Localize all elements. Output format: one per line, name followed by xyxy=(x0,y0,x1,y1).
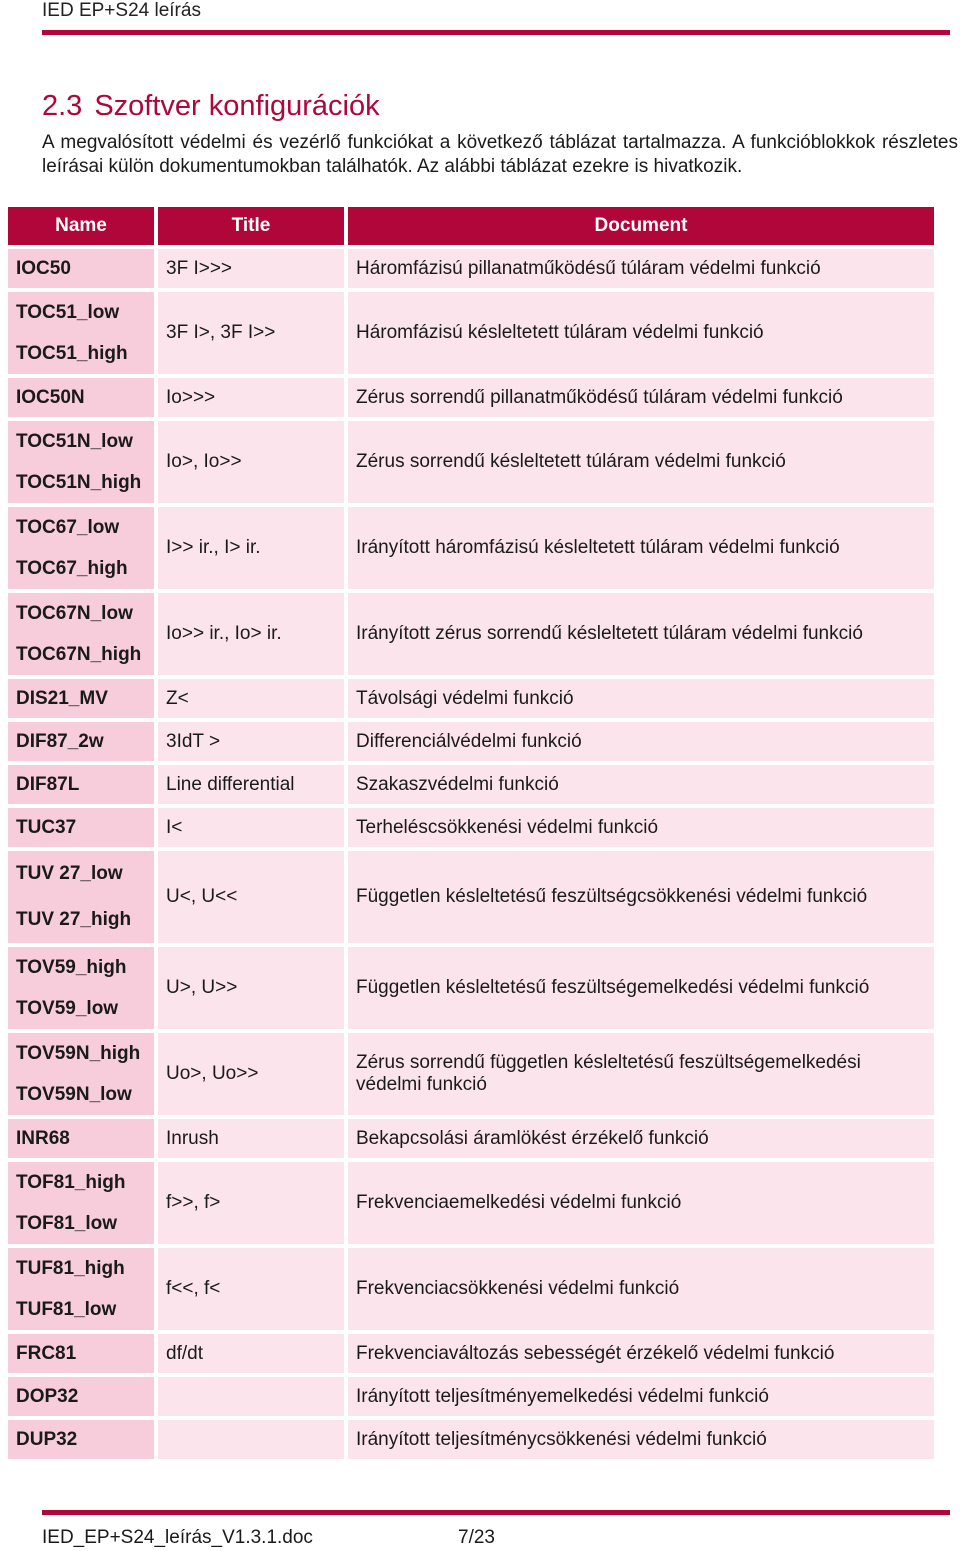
section-number: 2.3 xyxy=(42,90,83,122)
cell-document: Zérus sorrendű késleltetett túláram védelmi funkció xyxy=(348,421,934,503)
function-name: FRC81 xyxy=(16,1343,77,1364)
function-name: DUP32 xyxy=(16,1429,78,1450)
table-row xyxy=(8,593,934,675)
function-name: TOC67_low xyxy=(16,517,120,538)
table-row xyxy=(8,1248,934,1330)
table-row xyxy=(8,1119,934,1158)
cell-document: Szakaszvédelmi funkció xyxy=(348,765,934,804)
function-name: TUC37 xyxy=(16,817,77,838)
cell-document: Differenciálvédelmi funkció xyxy=(348,722,934,761)
cell-title: Io>, Io>> xyxy=(158,421,344,503)
function-name: TOC51_low xyxy=(16,302,120,323)
cell-title: 3IdT > xyxy=(158,722,344,761)
cell-name xyxy=(8,593,154,675)
footer-rule xyxy=(42,1510,950,1515)
cell-title: I>> ir., I> ir. xyxy=(158,507,344,589)
function-name: TUV 27_low xyxy=(16,863,123,884)
function-name: TOV59_low xyxy=(16,998,119,1019)
function-name: DIF87L xyxy=(16,774,80,795)
cell-title: Inrush xyxy=(158,1119,344,1158)
cell-name xyxy=(8,808,154,847)
cell-title: 3F I>>> xyxy=(158,249,344,288)
table-row xyxy=(8,1420,934,1459)
header-title: Title xyxy=(158,207,344,245)
function-name: INR68 xyxy=(16,1128,70,1149)
cell-name xyxy=(8,851,154,943)
function-name: TOV59_high xyxy=(16,957,127,978)
function-name: TUV 27_high xyxy=(16,909,132,930)
cell-title: f>>, f> xyxy=(158,1162,344,1244)
cell-title: Line differential xyxy=(158,765,344,804)
function-name: TOC51N_high xyxy=(16,472,142,493)
page-header-title: IED EP+S24 leírás xyxy=(42,0,201,21)
cell-document: Frekvenciaváltozás sebességét érzékelő védelmi funkció xyxy=(348,1334,934,1373)
table-row xyxy=(8,249,934,288)
cell-title: df/dt xyxy=(158,1334,344,1373)
cell-name xyxy=(8,507,154,589)
header-name: Name xyxy=(8,207,154,245)
cell-name xyxy=(8,765,154,804)
function-name: DIS21_MV xyxy=(16,688,108,709)
cell-name xyxy=(8,679,154,718)
intro-paragraph: A megvalósított védelmi és vezérlő funkciókat a következő táblázat tartalmazza. A funkcióblokkok részletes leírásai külön dokumentumokban találhatók. Az alábbi táblázat ezekre is hivatkozik. xyxy=(42,132,958,177)
footer-page-number: 7/23 xyxy=(458,1527,495,1548)
function-name: DOP32 xyxy=(16,1386,79,1407)
cell-name xyxy=(8,1334,154,1373)
function-name: TOF81_high xyxy=(16,1172,126,1193)
function-name: TOF81_low xyxy=(16,1213,118,1234)
cell-title: Io>>> xyxy=(158,378,344,417)
cell-document: Irányított háromfázisú késleltetett túláram védelmi funkció xyxy=(348,507,934,589)
cell-name xyxy=(8,1162,154,1244)
cell-name xyxy=(8,947,154,1029)
header-rule xyxy=(42,30,950,35)
table-row xyxy=(8,1162,934,1244)
function-name: IOC50N xyxy=(16,387,85,408)
cell-title: Uo>, Uo>> xyxy=(158,1033,344,1115)
cell-name xyxy=(8,1377,154,1416)
cell-name xyxy=(8,1248,154,1330)
function-name: TOV59N_low xyxy=(16,1084,132,1105)
table-row xyxy=(8,722,934,761)
table-row xyxy=(8,1334,934,1373)
cell-title: U>, U>> xyxy=(158,947,344,1029)
cell-name xyxy=(8,292,154,374)
section-heading xyxy=(42,90,380,123)
cell-document: Távolsági védelmi funkció xyxy=(348,679,934,718)
table-row xyxy=(8,679,934,718)
cell-name xyxy=(8,421,154,503)
cell-name xyxy=(8,1033,154,1115)
function-name: TUF81_high xyxy=(16,1258,125,1279)
function-name: TOC67_high xyxy=(16,558,128,579)
table-row xyxy=(8,507,934,589)
cell-document: Irányított zérus sorrendű késleltetett túláram védelmi funkció xyxy=(348,593,934,675)
cell-document: Háromfázisú késleltetett túláram védelmi funkció xyxy=(348,292,934,374)
cell-title xyxy=(158,1377,344,1416)
table-row xyxy=(8,765,934,804)
cell-document: Független késleltetésű feszültségcsökkenési védelmi funkció xyxy=(348,851,934,943)
cell-title xyxy=(158,1420,344,1459)
table-row xyxy=(8,808,934,847)
table-header-row xyxy=(8,207,934,245)
cell-title: U<, U<< xyxy=(158,851,344,943)
cell-document: Terheléscsökkenési védelmi funkció xyxy=(348,808,934,847)
cell-name xyxy=(8,722,154,761)
function-name: TOC51_high xyxy=(16,343,128,364)
cell-title: 3F I>, 3F I>> xyxy=(158,292,344,374)
table-row xyxy=(8,947,934,1029)
table-row xyxy=(8,1033,934,1115)
function-name: TUF81_low xyxy=(16,1299,117,1320)
table-row xyxy=(8,292,934,374)
function-name: IOC50 xyxy=(16,258,71,279)
functions-table xyxy=(4,203,938,1463)
cell-document: Frekvenciaemelkedési védelmi funkció xyxy=(348,1162,934,1244)
header-document: Document xyxy=(348,207,934,245)
footer-filename: IED_EP+S24_leírás_V1.3.1.doc xyxy=(42,1527,313,1548)
function-name: TOC51N_low xyxy=(16,431,133,452)
cell-title: f<<, f< xyxy=(158,1248,344,1330)
cell-document: Háromfázisú pillanatműködésű túláram védelmi funkció xyxy=(348,249,934,288)
cell-name xyxy=(8,1420,154,1459)
table-row xyxy=(8,378,934,417)
section-title: Szoftver konfigurációk xyxy=(94,90,380,122)
function-name: TOV59N_high xyxy=(16,1043,141,1064)
cell-name xyxy=(8,378,154,417)
cell-document: Irányított teljesítménycsökkenési védelmi funkció xyxy=(348,1420,934,1459)
table-row xyxy=(8,1377,934,1416)
table-row xyxy=(8,851,934,943)
cell-document: Zérus sorrendű független késleltetésű feszültségemelkedési védelmi funkció xyxy=(348,1033,934,1115)
cell-title: Z< xyxy=(158,679,344,718)
function-name: DIF87_2w xyxy=(16,731,104,752)
cell-document: Bekapcsolási áramlökést érzékelő funkció xyxy=(348,1119,934,1158)
cell-name xyxy=(8,1119,154,1158)
cell-document: Független késleltetésű feszültségemelkedési védelmi funkció xyxy=(348,947,934,1029)
function-name: TOC67N_high xyxy=(16,644,142,665)
cell-document: Irányított teljesítményemelkedési védelmi funkció xyxy=(348,1377,934,1416)
cell-document: Zérus sorrendű pillanatműködésű túláram védelmi funkció xyxy=(348,378,934,417)
cell-title: Io>> ir., Io> ir. xyxy=(158,593,344,675)
function-name: TOC67N_low xyxy=(16,603,133,624)
cell-title: I< xyxy=(158,808,344,847)
cell-document: Frekvenciacsökkenési védelmi funkció xyxy=(348,1248,934,1330)
table-row xyxy=(8,421,934,503)
cell-name xyxy=(8,249,154,288)
